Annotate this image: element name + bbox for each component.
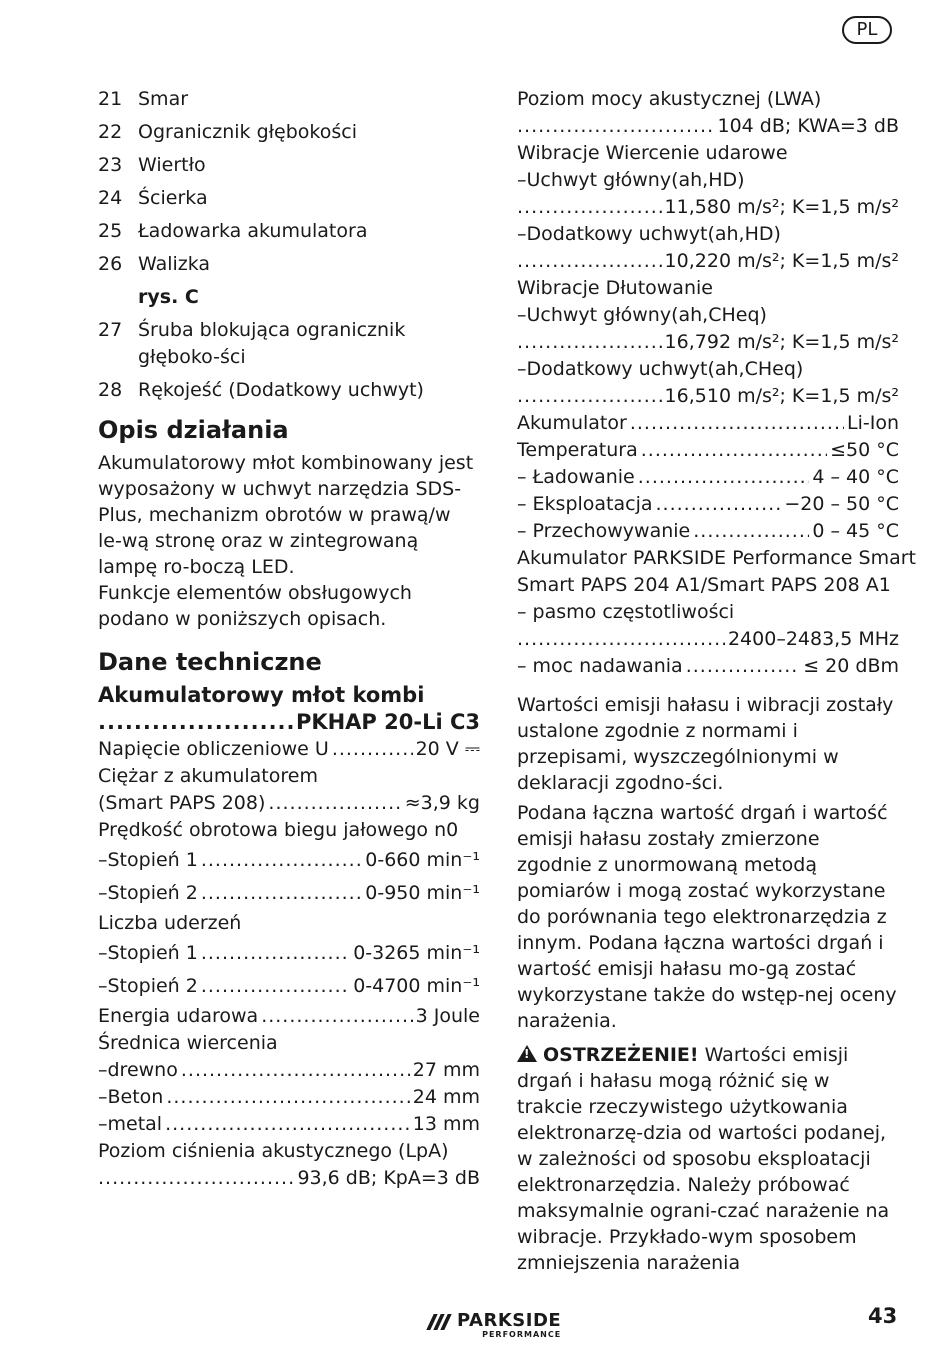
warning-paragraph — [517, 1042, 899, 1276]
warning-title: OSTRZEŻENIE! — [543, 1044, 699, 1066]
spec-row: ..... 2400–2483,5 MHz — [517, 626, 899, 653]
emission-paragraph-1: Wartości emisji hałasu i wibracji zostały ustalone zgodnie z normami i przepisami, wyszczególnionymi w deklaracji zgodno-ści. — [517, 694, 894, 794]
spec-row: ..... 93,6 dB; KpA=3 dB — [98, 1165, 480, 1192]
spec-row: Napięcie obliczeniowe U ..... 20 V ⎓ — [98, 736, 480, 763]
spec-row: –metal ..... 13 mm — [98, 1111, 480, 1138]
list-item: 23 Wiertło — [98, 154, 206, 176]
spec-row: –Stopień 1 ..... 0-3265 min⁻¹ — [98, 937, 480, 970]
language-badge: PL — [842, 16, 892, 44]
spec-label: –Uchwyt główny(ah,CHeq) — [517, 304, 767, 326]
list-item: 27 Śruba blokująca ogranicznik głęboko-ści — [98, 319, 406, 368]
list-item: 25 Ładowarka akumulatora — [98, 220, 368, 242]
product-model: PKHAP 20-Li C3 — [295, 710, 480, 734]
spec-label: Prędkość obrotowa biegu jałowego n0 — [98, 819, 459, 841]
spec-row: –drewno ..... 27 mm — [98, 1057, 480, 1084]
spec-label: Poziom mocy akustycznej (LWA) — [517, 88, 822, 110]
spec-row: –Stopień 2 ..... 0-4700 min⁻¹ — [98, 970, 480, 1003]
spec-row: – Ładowanie ..... 4 – 40 °C — [517, 464, 899, 491]
spec-row: ..... 16,510 m/s²; K=1,5 m/s² — [517, 383, 899, 410]
spec-row: ..... 10,220 m/s²; K=1,5 m/s² — [517, 248, 899, 275]
logo-slashes-icon — [430, 1314, 451, 1330]
list-item: 26 Walizka — [98, 253, 211, 275]
list-item: 24 Ścierka — [98, 187, 208, 209]
spec-row: ..... 11,580 m/s²; K=1,5 m/s² — [517, 194, 899, 221]
section-title-dane: Dane techniczne — [98, 648, 322, 676]
section-title-opis: Opis działania — [98, 416, 289, 444]
spec-label: Wibracje Dłutowanie — [517, 277, 713, 299]
list-item: 22 Ogranicznik głębokości — [98, 121, 357, 143]
spec-label: –Dodatkowy uchwyt(ah,CHeq) — [517, 358, 804, 380]
brand-name: PARKSIDE — [457, 1310, 562, 1331]
brand-subtitle: PERFORMANCE — [482, 1330, 562, 1339]
spec-row: –Beton ..... 24 mm — [98, 1084, 480, 1111]
spec-row: – moc nadawania ..... ≤ 20 dBm — [517, 653, 899, 680]
spec-row: ..... 104 dB; KWA=3 dB — [517, 113, 899, 140]
spec-row: – Eksploatacja ..... −20 – 50 °C — [517, 491, 899, 518]
opis-paragraph-2: Funkcje elementów obsługowych podano w poniższych opisach. — [98, 582, 412, 630]
product-name: Akumulatorowy młot kombi — [98, 683, 425, 707]
spec-label: Poziom ciśnienia akustycznego (LpA) — [98, 1140, 449, 1162]
spec-label: Akumulator PARKSIDE Performance Smart — [517, 547, 917, 569]
emission-paragraph-2: Podana łączna wartość drgań i wartość emisji hałasu zostały zmierzone zgodnie z unormowaną metodą pomiarów i mogą zostać wykorzystane do porównania tego elektronarzędzia z innym. Podana łączna wartości drgań i wartość emisji hałasu mo-gą zostać wykorzystane także do wstęp-nej oceny narażenia. — [517, 802, 897, 1032]
opis-paragraph-1: Akumulatorowy młot kombinowany jest wyposażony w uchwyt narzędzia SDS-Plus, mechanizm obrotów w prawą/w le-wą stronę oraz w zintegrowaną lampę ro-boczą LED. — [98, 452, 474, 578]
product-model-row — [98, 709, 480, 736]
left-column — [98, 86, 480, 1192]
parts-list — [98, 86, 480, 278]
parkside-logo — [430, 1312, 561, 1340]
spec-row: Energia udarowa ..... 3 Joule — [98, 1003, 480, 1030]
right-column — [517, 86, 917, 1276]
spec-row: –Stopień 1 ..... 0-660 min⁻¹ — [98, 844, 480, 877]
spec-row: Temperatura ..... ≤50 °C — [517, 437, 899, 464]
spec-label: –Dodatkowy uchwyt(ah,HD) — [517, 223, 781, 245]
spec-row: – Przechowywanie ..... 0 – 45 °C — [517, 518, 899, 545]
spec-label: Ciężar z akumulatorem — [98, 765, 318, 787]
spec-label: Średnica wiercenia — [98, 1032, 278, 1054]
spec-row: Akumulator ..... Li-Ion — [517, 410, 899, 437]
warning-text: Wartości emisji drgań i hałasu mogą różnić się w trakcie rzeczywistego użytkowania elektronarzę-dzia od wartości podanej, w zależności od sposobu eksploatacji elektronarzędzia. Należy próbować maksymalnie ograni-czać narażenie na wibracje. Przykłado-wym sposobem zmniejszenia narażenia — [517, 1044, 890, 1274]
spec-row: ..... 16,792 m/s²; K=1,5 m/s² — [517, 329, 899, 356]
page-number: 43 — [868, 1304, 898, 1328]
warning-icon — [517, 1045, 537, 1062]
spec-label: Wibracje Wiercenie udarowe — [517, 142, 788, 164]
spec-label: Liczba uderzeń — [98, 912, 242, 934]
spec-label: Smart PAPS 204 A1/Smart PAPS 208 A1 — [517, 574, 891, 596]
list-item: 28 Rękojeść (Dodatkowy uchwyt) — [98, 379, 424, 401]
spec-label: – pasmo częstotliwości — [517, 601, 735, 623]
list-item: 21 Smar — [98, 88, 189, 110]
spec-row: (Smart PAPS 208) ..... ≈3,9 kg — [98, 790, 480, 817]
spec-label: –Uchwyt główny(ah,HD) — [517, 169, 745, 191]
figure-c-label: rys. C — [138, 286, 199, 308]
spec-row: –Stopień 2 ..... 0-950 min⁻¹ — [98, 877, 480, 910]
